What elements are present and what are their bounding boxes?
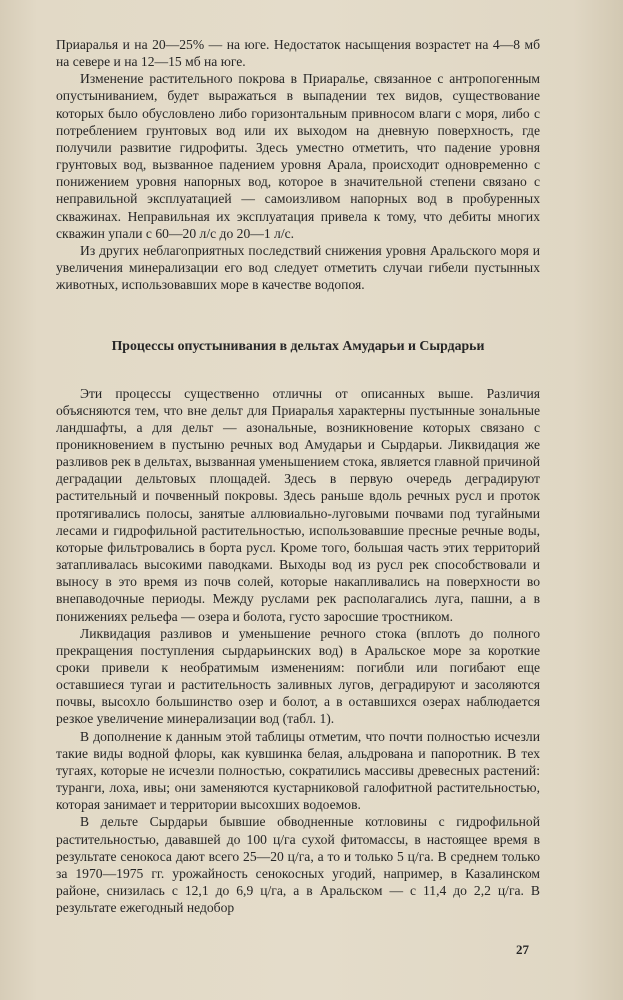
- bottom-section: [56, 385, 540, 917]
- paragraph: Ликвидация разливов и уменьшение речного стока (вплоть до полного прекращения поступления сырдарьинских вод) в Аральское море за короткие сроки привели к необратимым изменениям: погибли или погибают еще оставшиеся тугаи и растительность заливных лугов, деградируют и засоляются почвы, высохло большинство озер и болот, а в оставшихся озерах наблюдается резкое увеличение минерализации вод (табл. 1).: [56, 625, 540, 727]
- paragraph: Из других неблагоприятных последствий снижения уровня Аральского моря и увеличения минерализации его вод следует отметить случаи гибели пустынных животных, использовавших море в качестве водопоя.: [56, 242, 540, 293]
- section-heading: Процессы опустынивания в дельтах Амударьи и Сырдарьи: [111, 338, 485, 354]
- paragraph: Приаралья и на 20—25% — на юге. Недостаток насыщения возрастет на 4—8 мб на севере и на 12—15 мб на юге.: [56, 37, 540, 70]
- page-number: 27: [516, 942, 529, 957]
- paragraph: В дельте Сырдарьи бывшие обводненные котловины с гидрофильной растительностью, дававшей до 100 ц/га сухой фитомассы, в настоящее время в результате сенокоса дают всего 25—20 ц/га, а то и только 5 ц/га. В среднем только за 1970—1975 гг. урожайность сенокосных угодий, например, в Казалинском районе, снизилась с 12,1 до 6,9 ц/га, а в Аральском — с 11,4 до 2,2 ц/га. В результате ежегодный недобор: [56, 814, 540, 916]
- top-section: [56, 36, 540, 293]
- paragraph: Эти процессы существенно отличны от описанных выше. Различия объясняются тем, что вне дельт для Приаралья характерны пустынные зональные ландшафты, а для дельт — азональные, возникновение которых связано с проникновением в пустыню речных вод Амударьи и Сырдарьи. Ликвидация же разливов рек в дельтах, вызванная уменьшением стока, является главной причиной деградации дельтовых площадей. Здесь в первую очередь деградируют растительный и почвенный покровы. Здесь раньше вдоль речных русл и проток протягивались полосы, занятые аллювиально-луговыми почвами под тугайными лесами и гидрофильной растительностью, использовавшие пресные речные воды, которые фильтровались в борта русл. Кроме того, большая часть этих территорий затапливалась высокими паводками. Выходы вод из русл рек способствовали и выносу в это время из почв солей, которые накапливались на поверхности во внепаводочные периоды. Между руслами рек располагались луга, пашни, а в понижениях рельефа — озера и болота, густо заросшие тростником.: [56, 385, 540, 624]
- paragraph: В дополнение к данным этой таблицы отметим, что почти полностью исчезли такие виды водной флоры, как кувшинка белая, альдрована и папоротник. В тех тугаях, которые не исчезли полностью, сократились массивы древесных растений: туранги, лоха, ивы; они заменяются кустарниковой галофитной растительностью, которая занимает и территории высохших водоемов.: [56, 728, 540, 813]
- paragraph: Изменение растительного покрова в Приаралье, связанное с антропогенным опустыниванием, будет выражаться в выпадении тех видов, существование которых было обусловлено либо горизонтальным привносом влаги с моря, либо с потреблением грунтовых вод или их выходом на дневную поверхность, где получили развитие гидрофиты. Здесь уместно отметить, что падение уровня грунтовых вод, вызванное падением уровня Арала, происходит одновременно с понижением уровня напорных вод, которое в значительной степени связано с неправильной эксплуатацией — самоизливом напорных вод в пробуренных скважинах. Неправильная их эксплуатация привела к тому, что дебиты многих скважин упали с 60—20 л/с до 20—1 л/с.: [56, 71, 540, 241]
- text-column: [56, 36, 540, 916]
